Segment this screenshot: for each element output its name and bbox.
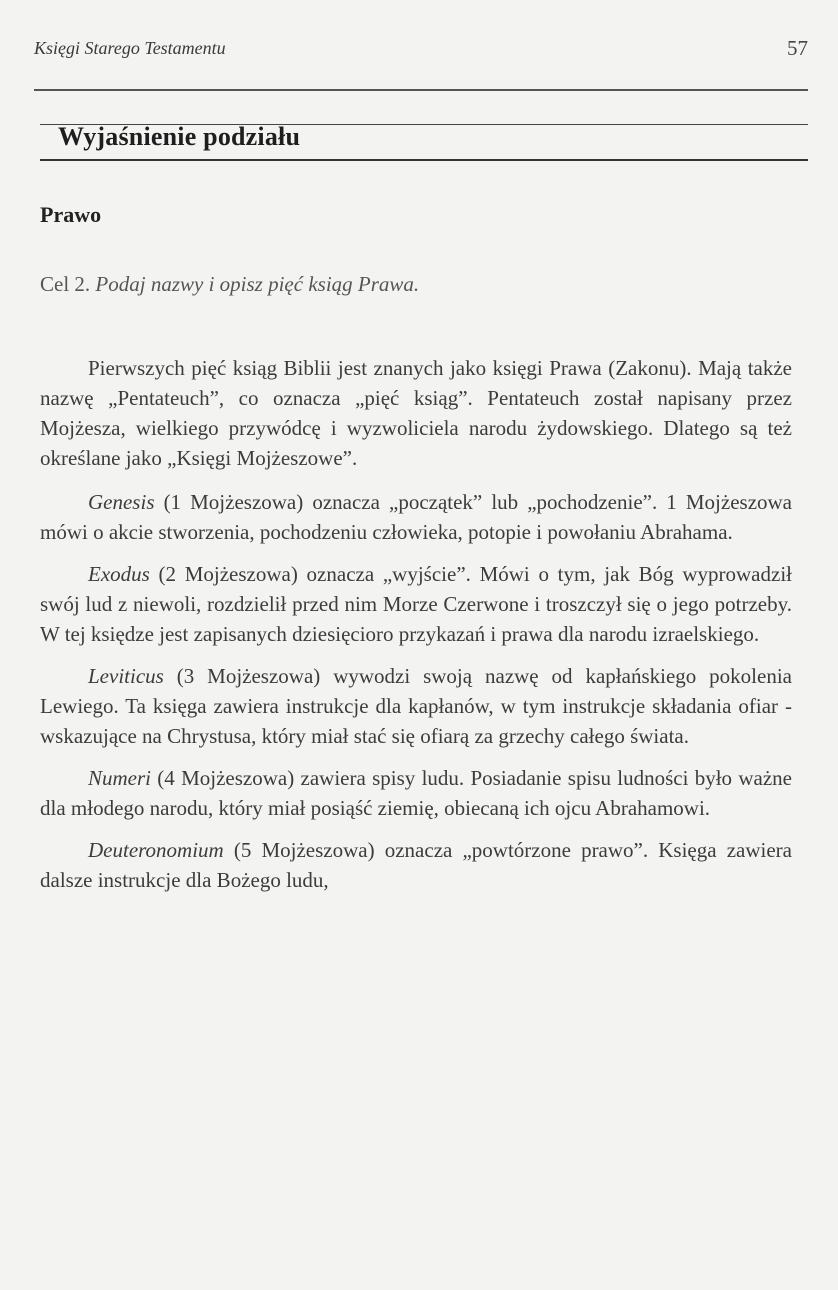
goal-text: Podaj nazwy i opisz pięć ksiąg Prawa. xyxy=(95,272,420,296)
page-number: 57 xyxy=(787,36,808,60)
paragraph-deuteronomium xyxy=(40,835,792,895)
paragraph-deuteronomium-text: (5 Mojżeszowa) oznacza „powtórzone prawo”. Księga zawiera dalsze instrukcje dla Bożego ludu, xyxy=(40,838,792,892)
book-name-leviticus: Leviticus xyxy=(88,664,164,688)
section-rule-bottom xyxy=(40,159,808,161)
goal-label: Cel 2. xyxy=(40,272,91,296)
paragraph-leviticus xyxy=(40,661,792,751)
running-header xyxy=(34,38,808,68)
section-title: Wyjaśnienie podziału xyxy=(58,122,301,151)
paragraph-intro-text: Pierwszych pięć ksiąg Biblii jest znanych jako księgi Prawa (Zakonu). Mają także nazwę „Pentateuch”, co oznacza „pięć ksiąg”. Pentateuch został napisany przez Mojżesza, wielkiego przywódcę i wyzwoliciela narodu żydowskiego. Dlatego są też określane jako „Księgi Mojżeszowe”. xyxy=(40,356,792,470)
paragraph-numeri xyxy=(40,763,792,823)
book-name-numeri: Numeri xyxy=(88,766,151,790)
book-name-genesis: Genesis xyxy=(88,490,155,514)
paragraph-genesis-text: (1 Mojżeszowa) oznacza „początek” lub „pochodzenie”. 1 Mojżeszowa mówi o akcie stworzenia, pochodzeniu człowieka, potopie i powołaniu Abrahama. xyxy=(40,490,792,544)
subheading-prawo: Prawo xyxy=(40,202,102,227)
paragraph-exodus-text: (2 Mojżeszowa) oznacza „wyjście”. Mówi o tym, jak Bóg wyprowadził swój lud z niewoli, rozdzielił przed nim Morze Czerwone i troszczył się o jego potrzeby. W tej księdze jest zapisanych dziesięcioro przykazań i prawa dla narodu izraelskiego. xyxy=(40,562,792,646)
book-name-exodus: Exodus xyxy=(88,562,150,586)
body-text xyxy=(40,353,792,907)
paragraph-numeri-text: (4 Mojżeszowa) zawiera spisy ludu. Posiadanie spisu ludności było ważne dla młodego narodu, który miał posiąść ziemię, obiecaną ich ojcu Abrahamowi. xyxy=(40,766,792,820)
learning-goal xyxy=(40,272,419,297)
paragraph-leviticus-text: (3 Mojżeszowa) wywodzi swoją nazwę od kapłańskiego pokolenia Lewiego. Ta księga zawiera instrukcje dla kapłanów, w tym instrukcje składania ofiar - wskazujące na Chrystusa, który miał stać się ofiarą za grzechy całego świata. xyxy=(40,664,792,748)
book-name-deuteronomium: Deuteronomium xyxy=(88,838,224,862)
paragraph-genesis xyxy=(40,487,792,547)
running-header-title: Księgi Starego Testamentu xyxy=(34,38,226,58)
header-rule xyxy=(34,89,808,91)
paragraph-exodus xyxy=(40,559,792,649)
paragraph-intro xyxy=(40,353,792,473)
